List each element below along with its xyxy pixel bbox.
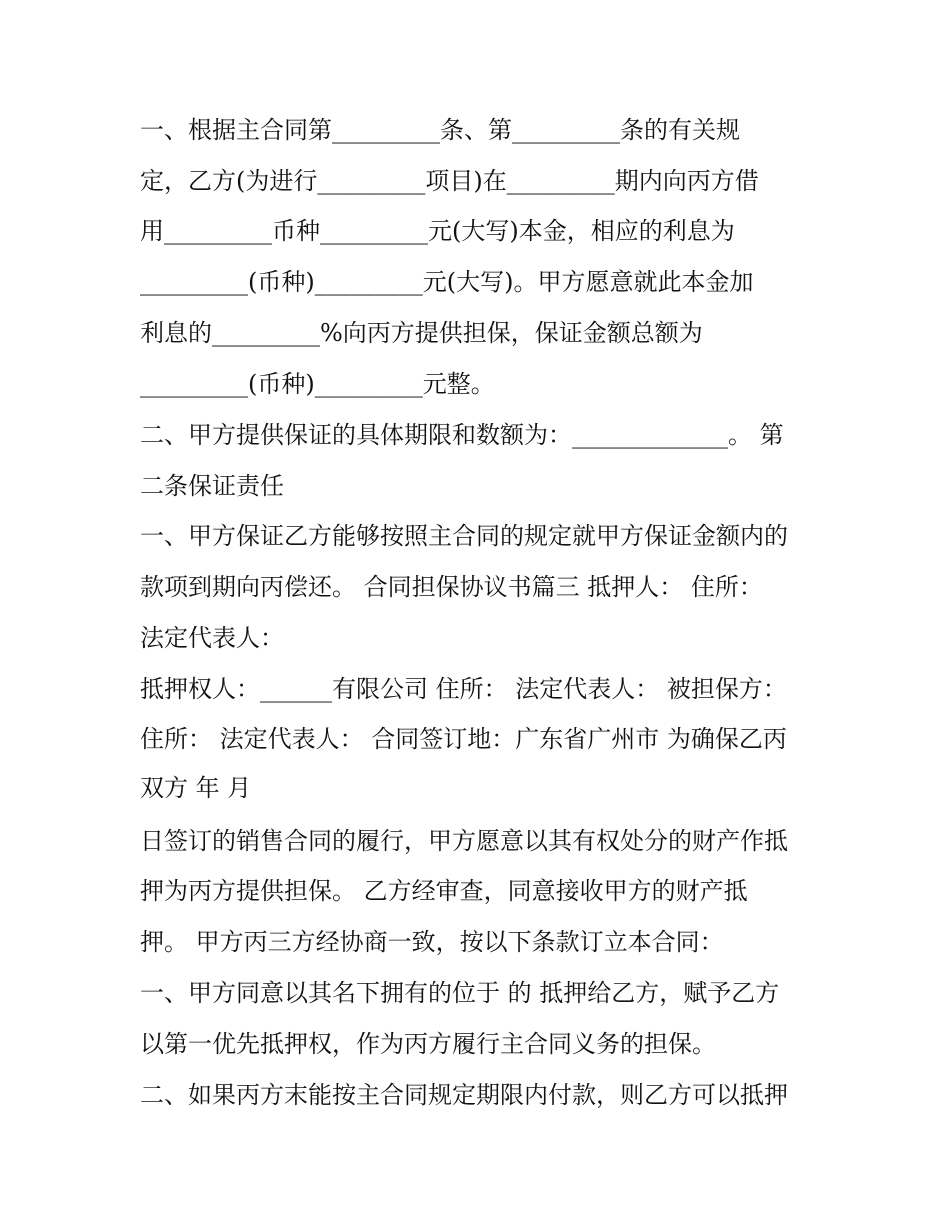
text-line: _________(币种)_________元整。: [140, 370, 495, 398]
text-line: 一、甲方保证乙方能够按照主合同的规定就甲方保证金额内的: [140, 522, 788, 550]
text-line: 用_________币种_________元(大写)本金，相应的利息为: [140, 217, 735, 245]
text-line: 二条保证责任: [140, 472, 284, 500]
text-line: 一、根据主合同第_________条、第_________条的有关规: [140, 116, 740, 144]
text-line: 款项到期向丙偿还。 合同担保协议书篇三 抵押人： 住所：: [140, 573, 763, 601]
text-line: 日签订的销售合同的履行，甲方愿意以其有权处分的财产作抵: [140, 827, 788, 855]
text-line: 二、甲方提供保证的具体期限和数额为：_____________。 第: [140, 421, 784, 449]
text-line: 利息的_________%向丙方提供担保，保证金额总额为: [140, 319, 703, 347]
text-line: 定，乙方(为进行_________项目)在_________期内向丙方借: [140, 167, 759, 195]
text-line: 押为丙方提供担保。 乙方经审查，同意接收甲方的财产抵: [140, 877, 748, 905]
text-line: 双方 年 月: [140, 774, 252, 802]
text-line: 以第一优先抵押权，作为丙方履行主合同义务的担保。: [140, 1030, 716, 1058]
text-line: 抵押权人：______有限公司 住所： 法定代表人： 被担保方：: [140, 675, 787, 703]
text-line: 法定代表人：: [140, 624, 284, 652]
text-line: 一、甲方同意以其名下拥有的位于 的 抵押给乙方，赋予乙方: [140, 979, 780, 1007]
text-line: 押。 甲方丙三方经协商一致，按以下条款订立本合同：: [140, 928, 724, 956]
text-line: _________(币种)_________元(大写)。甲方愿意就此本金加: [140, 268, 754, 296]
text-line: 住所： 法定代表人： 合同签订地：广东省广州市 为确保乙丙: [140, 725, 787, 753]
text-line: 二、如果丙方末能按主合同规定期限内付款，则乙方可以抵押: [140, 1081, 788, 1109]
